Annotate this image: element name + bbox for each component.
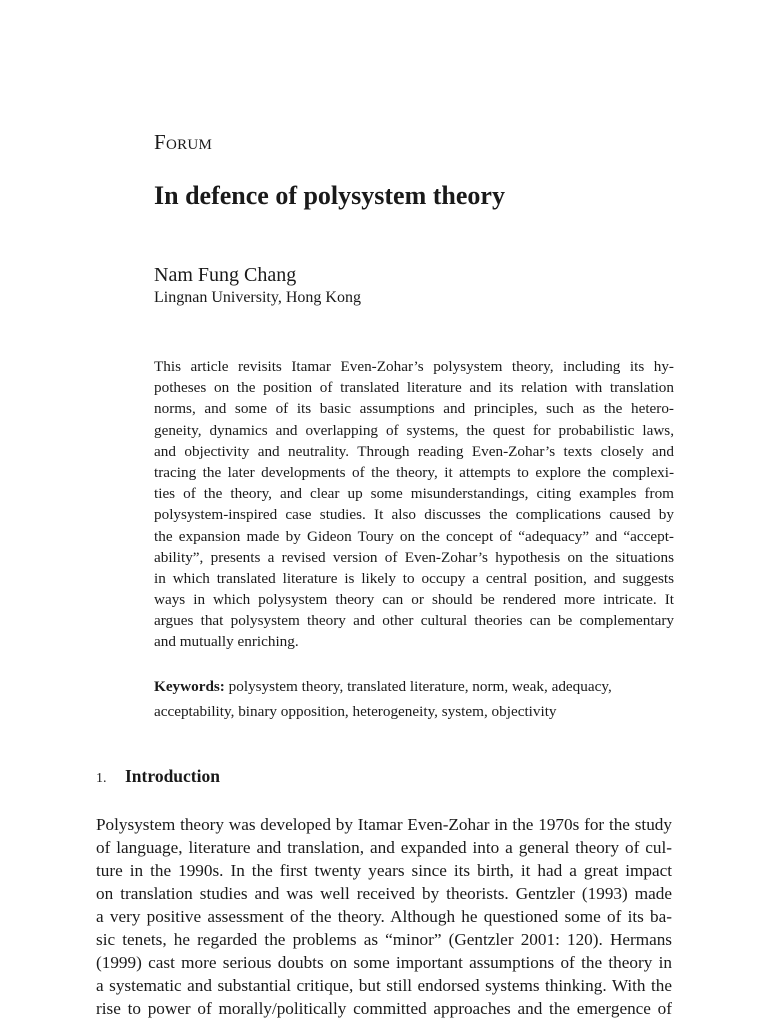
abstract-line: tracing the later developments of the theory, it attempts to explore the complexi- (154, 463, 674, 481)
abstract-line: geneity, dynamics and overlapping of systems, the quest for probabilistic laws, (154, 421, 674, 439)
section-label: Forum (154, 130, 213, 154)
abstract-line: polysystem-inspired case studies. It also discusses the complications caused by (154, 506, 674, 524)
abstract-line: the expansion made by Gideon Toury on the concept of “adequacy” and “accept- (154, 527, 674, 545)
body-line: a systematic and substantial critique, but still endorsed systems thinking. With the (96, 976, 672, 995)
body-line: of language, literature and translation, and expanded into a general theory of cul- (96, 838, 672, 857)
abstract-line: and objectivity and neutrality. Through reading Even-Zohar’s texts closely and (154, 442, 674, 460)
body-line: (1999) cast more serious doubts on some important assumptions of the theory in (96, 953, 672, 972)
abstract-line: norms, and some of its basic assumptions and principles, such as the hetero- (154, 400, 674, 418)
abstract-line: and mutually enriching. (154, 633, 299, 651)
author-name: Nam Fung Chang (154, 264, 297, 286)
section-heading-introduction (96, 766, 220, 787)
keywords (154, 674, 674, 724)
abstract-line: in which translated literature is likely to occupy a central position, and suggests (154, 569, 674, 587)
abstract (154, 356, 674, 653)
author-affiliation: Lingnan University, Hong Kong (154, 289, 361, 306)
body-line: sic tenets, he regarded the problems as “minor” (Gentzler 2001: 120). Hermans (96, 930, 672, 949)
abstract-line: ability”, presents a revised version of Even-Zohar’s hypothesis on the situations (154, 548, 674, 566)
body-line: on translation studies and was well received by theorists. Gentzler (1993) made (96, 884, 672, 903)
article-title: In defence of polysystem theory (154, 181, 505, 210)
body-line: a very positive assessment of the theory. Although he questioned some of its ba- (96, 907, 672, 926)
body-line: Polysystem theory was developed by Itamar Even-Zohar in the 1970s for the study (96, 815, 672, 834)
abstract-line: ways in which polysystem theory can or should be rendered more intricate. It (154, 591, 674, 609)
abstract-line: ties of the theory, and clear up some misunderstandings, citing examples from (154, 485, 674, 503)
section-heading-text: Introduction (125, 766, 220, 786)
body-text (96, 813, 672, 1020)
body-line: ture in the 1990s. In the first twenty years since its birth, it had a great impact (96, 861, 672, 880)
abstract-line: This article revisits Itamar Even-Zohar’s polysystem theory, including its hy- (154, 358, 674, 375)
abstract-line: argues that polysystem theory and other cultural theories can be complementary (154, 612, 674, 630)
keywords-text: polysystem theory, translated literature, norm, weak, adequacy, acceptability, binary opposition, heterogeneity, system, objectivity (154, 678, 612, 720)
section-number: 1. (96, 771, 107, 786)
keywords-label: Keywords: (154, 678, 225, 695)
abstract-line: potheses on the position of translated literature and its relation with translation (154, 379, 674, 397)
body-line: rise to power of morally/politically committed approaches and the emergence of (96, 999, 672, 1018)
